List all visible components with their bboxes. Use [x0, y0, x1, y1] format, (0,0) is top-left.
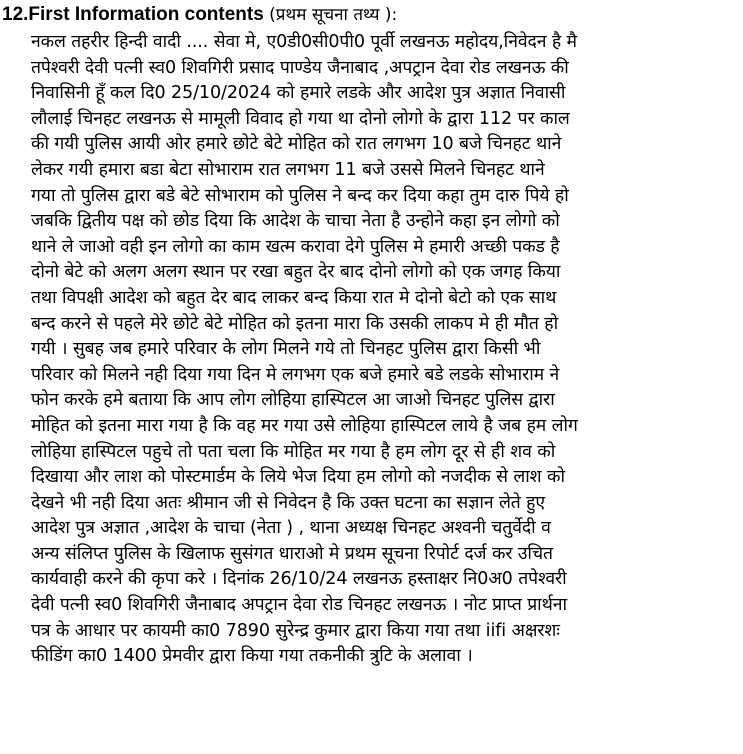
text-line-23: देवी पत्नी स्व0 शिवगिरी जैनाबाद अपट्रान देवा रोड चिनहट लखनऊ । नोट प्राप्त प्रार्थना: [31, 595, 567, 616]
text-line-18: दिखाया और लाश को पोस्टमार्डम के लिये भेज दिया हम लोगो को नजदीक से लाश को: [31, 467, 565, 488]
text-line-12: बन्द करने से पहले मेरे छोटे बेटे मोहित को इतना मारा कि उसकी लाकप मे ही मौत हो: [31, 313, 559, 334]
text-line-7: गया तो पुलिस द्वारा बडे बेटे सोभाराम को पुलिस ने बन्द कर दिया कहा तुम दारु पिये हो: [31, 185, 569, 206]
text-line-8: जबकि द्वितीय पक्ष को छोड दिया कि आदेश के चाचा नेता है उन्होने कहा इन लोगो को: [31, 211, 560, 232]
section-heading: [2, 3, 397, 27]
text-line-22: कार्यवाही करने की कृपा करे । दिनांक 26/10/24 लखनऊ हस्ताक्षर नि0अ0 तपेश्वरी: [31, 569, 567, 590]
text-line-16: मोहित को इतना मारा गया है कि वह मर गया उसे लोहिया हास्पिटल लाये है जब हम लोग: [31, 415, 578, 436]
section-heading-english: 12.First Information contents: [2, 4, 264, 25]
text-line-19: देखने भी नही दिया अतः श्रीमान जी से निवेदन है कि उक्त घटना का सज्ञान लेते हुए: [31, 492, 545, 513]
text-line-4: लौलाई चिनहट लखनऊ से मामूली विवाद हो गया था दोनो लोगो के द्वारा 112 पर काल: [31, 108, 570, 129]
text-line-21: अन्य संलिप्त पुलिस के खिलाफ सुसंगत धाराओ मे प्रथम सूचना रिपोर्ट दर्ज कर उचित: [31, 543, 553, 564]
section-heading-hindi: (प्रथम सूचना तथ्य ):: [269, 5, 398, 25]
text-line-1: नकल तहरीर हिन्दी वादी .... सेवा मे, ए0डी0सी0पी0 पूर्वी लखनऊ महोदय,निवेदन है मै: [31, 32, 577, 52]
text-line-24: पत्र के आधार पर कायमी का0 7890 सुरेन्द्र कुमार द्वारा किया गया तथा iifi अक्षरशः: [31, 620, 560, 641]
text-line-9: थाने ले जाओ वही इन लोगो का काम खत्म करावा देगे पुलिस मे हमारी अच्छी पकड है: [31, 236, 560, 257]
text-line-17: लोहिया हास्पिटल पहुचे तो पता चला कि मोहित मर गया है हम लोग दूर से ही शव को: [31, 441, 556, 462]
text-line-13: गयी । सुबह जब हमारे परिवार के लोग मिलने गये तो चिनहट पुलिस द्वारा किसी भी: [31, 339, 541, 360]
fir-contents-text: [31, 30, 743, 670]
text-line-11: तथा विपक्षी आदेश को बहुत देर बाद लाकर बन्द किया रात मे दोनो बेटो को एक साथ: [31, 287, 557, 308]
text-line-10: दोनो बेटे को अलग अलग स्थान पर रखा बहुत देर बाद दोनो लोगो को एक जगह किया: [31, 262, 561, 283]
text-line-5: की गयी पुलिस आयी ओर हमारे छोटे बेटे मोहित को रात लगभग 10 बजे चिनहट थाने: [31, 134, 562, 155]
text-line-3: निवासिनी हूँ कल दि0 25/10/2024 को हमारे लडके और आदेश पुत्र अज्ञात निवासी: [31, 83, 566, 104]
text-line-15: फोन करके हमे बताया कि आप लोग लोहिया हास्पिटल आ जाओ चिनहट पुलिस द्वारा: [31, 390, 555, 411]
text-line-25: फीडिंग का0 1400 प्रेमवीर द्वारा किया गया तकनीकी त्रुटि के अलावा ।: [31, 646, 473, 667]
text-line-14: परिवार को मिलने नही दिया गया दिन मे लगभग एक बजे हमारे बडे लडके सोभाराम ने: [31, 364, 560, 385]
text-line-6: लेकर गयी हमारा बडा बेटा सोभाराम रात लगभग 11 बजे उससे मिलने चिनहट थाने: [31, 159, 545, 180]
text-line-2: तपेश्वरी देवी पत्नी स्व0 शिवगिरी प्रसाद पाण्डेय जैनाबाद ,अपट्रान देवा रोड लखनऊ की: [31, 57, 569, 78]
text-line-20: आदेश पुत्र अज्ञात ,आदेश के चाचा (नेता ) , थाना अध्यक्ष चिनहट अश्वनी चतुर्वेदी व: [31, 518, 551, 539]
